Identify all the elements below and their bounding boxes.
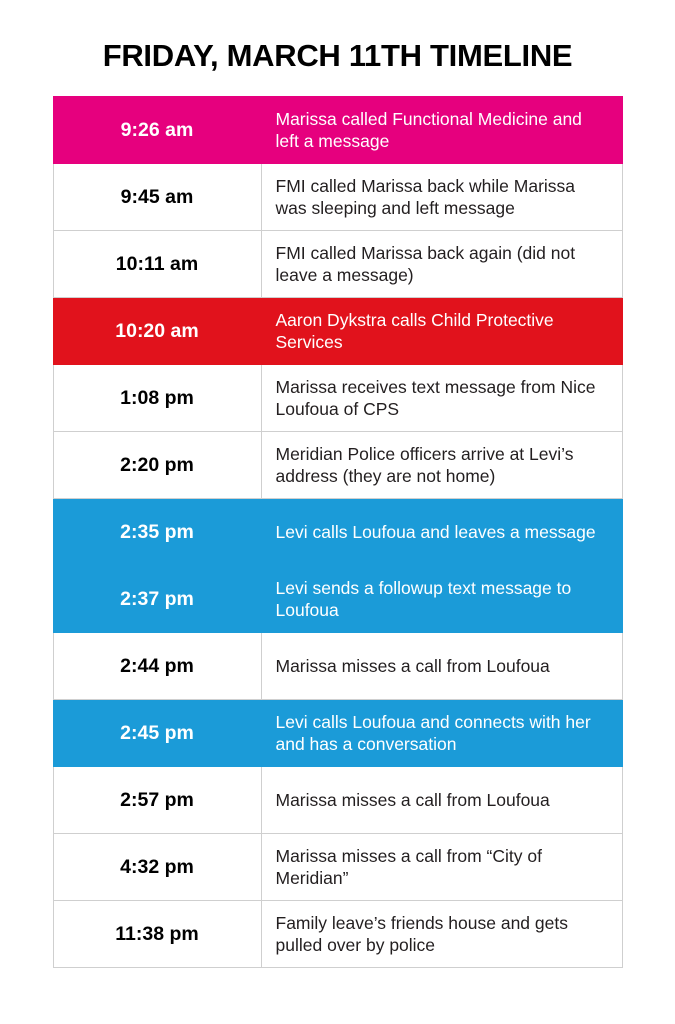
table-row [53,499,622,566]
row-time: 9:45 am [53,164,261,231]
table-row [53,767,622,834]
table-row [53,633,622,700]
table-row [53,700,622,767]
table-row [53,901,622,968]
row-time: 4:32 pm [53,834,261,901]
row-time: 2:45 pm [53,700,261,767]
row-time: 11:38 pm [53,901,261,968]
row-time: 10:11 am [53,231,261,298]
row-event: Aaron Dykstra calls Child Protective Services [261,298,622,365]
row-event: Meridian Police officers arrive at Levi’s address (they are not home) [261,432,622,499]
row-event: Marissa called Functional Medicine and left a message [261,97,622,164]
row-event: Marissa misses a call from Loufoua [261,633,622,700]
timeline-body [53,97,622,968]
page-title: FRIDAY, MARCH 11TH TIMELINE [102,38,573,73]
row-time: 2:44 pm [53,633,261,700]
row-event: FMI called Marissa back again (did not leave a message) [261,231,622,298]
row-event: Marissa receives text message from Nice Loufoua of CPS [261,365,622,432]
table-row [53,432,622,499]
row-event: Marissa misses a call from Loufoua [261,767,622,834]
row-event: FMI called Marissa back while Marissa was sleeping and left message [261,164,622,231]
row-time: 10:20 am [53,298,261,365]
table-row [53,97,622,164]
row-time: 2:57 pm [53,767,261,834]
row-time: 1:08 pm [53,365,261,432]
row-time: 2:37 pm [53,566,261,633]
row-event: Levi calls Loufoua and connects with her and has a conversation [261,700,622,767]
timeline-table [53,96,623,968]
row-time: 2:35 pm [53,499,261,566]
row-event: Levi sends a followup text message to Loufoua [261,566,622,633]
table-row [53,365,622,432]
row-event: Marissa misses a call from “City of Meridian” [261,834,622,901]
table-row [53,566,622,633]
row-event: Levi calls Loufoua and leaves a message [261,499,622,566]
row-time: 2:20 pm [53,432,261,499]
row-event: Family leave’s friends house and gets pulled over by police [261,901,622,968]
table-row [53,834,622,901]
row-time: 9:26 am [53,97,261,164]
table-row [53,298,622,365]
table-row [53,231,622,298]
table-row [53,164,622,231]
